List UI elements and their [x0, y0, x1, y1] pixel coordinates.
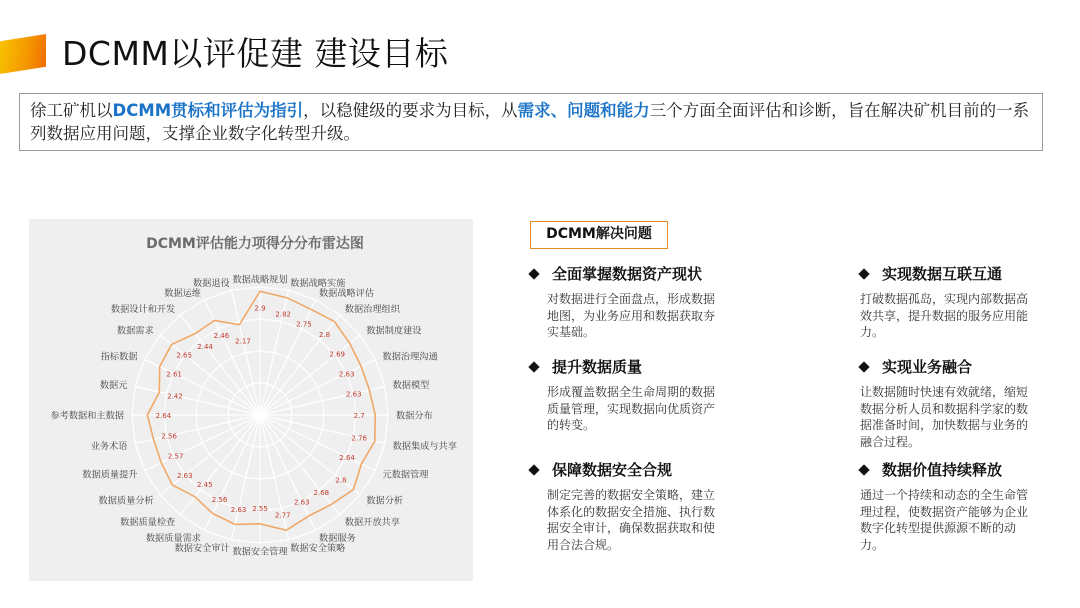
radar-value-label: 2.17: [235, 337, 251, 346]
radar-value-label: 2.46: [213, 331, 230, 340]
radar-category-label: 数据设计和开发: [110, 304, 176, 316]
diamond-bullet-icon: [858, 361, 869, 372]
radar-category-label: 数据安全策略: [290, 543, 346, 555]
radar-value-label: 2.68: [313, 488, 330, 497]
item-desc: 通过一个持续和动态的全生命管理过程，使数据资产能够为企业数字化转型提供源源不断的动力。: [860, 488, 1029, 552]
radar-category-label: 数据元: [99, 380, 128, 392]
radar-value-label: 2.65: [176, 351, 192, 360]
radar-value-label: 2.45: [197, 481, 213, 490]
radar-category-label: 数据需求: [116, 325, 154, 337]
radar-category-label: 数据质量分析: [98, 495, 154, 507]
radar-value-label: 2.55: [252, 504, 268, 513]
radar-value-label: 2.56: [161, 432, 177, 441]
radar-value-label: 2.77: [274, 511, 291, 520]
item-data-security: [528, 460, 715, 553]
radar-category-label: 数据安全审计: [174, 543, 230, 555]
radar-value-label: 2.69: [329, 350, 346, 359]
radar-category-label: 数据战略评估: [319, 287, 375, 299]
radar-spoke: [145, 359, 260, 415]
radar-value-label: 2.63: [176, 471, 193, 480]
intro-highlight-1: DCMM贯标和评估为指引: [112, 101, 304, 120]
item-data-quality: [528, 357, 715, 434]
radar-category-label: 数据治理组织: [344, 304, 400, 316]
radar-category-label: 数据制度建设: [366, 325, 422, 337]
radar-chart-panel: [29, 219, 473, 581]
radar-value-label: 2.63: [230, 505, 247, 514]
radar-value-label: 2.8: [335, 476, 347, 485]
radar-value-label: 2.64: [155, 412, 172, 420]
item-title: 实现数据互联互通: [882, 265, 1003, 283]
page-title: DCMM以评促建 建设目标: [62, 34, 449, 73]
item-business-fusion: [858, 357, 1028, 450]
radar-spoke: [145, 415, 260, 471]
radar-category-label: 数据治理沟通: [382, 351, 438, 363]
radar-category-label: 数据质量提升: [82, 469, 138, 481]
radar-value-label: 2.7: [353, 412, 365, 420]
radar-value-label: 2.9: [254, 304, 266, 313]
item-asset-status: [528, 264, 715, 341]
item-desc: 形成覆盖数据全生命周期的数据质量管理，实现数据向优质资产的转变。: [547, 385, 716, 432]
radar-value-label: 2.63: [293, 498, 310, 507]
intro-text-2: ，以稳健级的要求为目标，从: [303, 101, 518, 120]
radar-category-label: 数据质量需求: [145, 533, 201, 545]
radar-category-label: 数据质量检查: [120, 516, 176, 528]
radar-value-label: 2.76: [351, 434, 368, 443]
radar-value-label: 2.75: [296, 320, 312, 329]
radar-category-label: 数据战略实施: [290, 277, 346, 289]
radar-category-label: 数据分析: [366, 495, 404, 507]
radar-chart: [29, 219, 473, 581]
diamond-bullet-icon: [858, 268, 869, 279]
radar-spoke: [260, 415, 375, 471]
item-desc: 对数据进行全面盘点，形成数据地图，为业务应用和数据获取夯实基础。: [547, 292, 716, 339]
radar-category-label: 数据开放共享: [344, 516, 400, 528]
item-title: 全面掌握数据资产现状: [552, 265, 703, 283]
radar-category-label: 数据集成与共享: [392, 440, 457, 452]
radar-category-label: 指标数据: [100, 351, 138, 363]
radar-value-label: 2.64: [339, 453, 355, 462]
title-accent-bar: [0, 34, 46, 74]
radar-value-label: 2.42: [167, 392, 183, 401]
radar-category-label: 参考数据和主数据: [50, 410, 124, 422]
intro-highlight-2: 需求、问题和能力: [517, 101, 650, 120]
radar-category-label: 数据模型: [392, 380, 430, 392]
intro-box: [19, 93, 1043, 151]
problems-tag: DCMM解决问题: [530, 221, 668, 249]
radar-category-label: 数据服务: [319, 533, 356, 545]
radar-value-label: 2.56: [211, 495, 228, 504]
item-desc: 让数据随时快速有效就绪，缩短数据分析人员和数据科学家的数据准备时间，加快数据与业务的融合过程。: [860, 385, 1029, 449]
radar-category-label: 元数据管理: [382, 469, 429, 481]
item-data-interconnect: [858, 264, 1028, 341]
chart-title: DCMM评估能力项得分分布雷达图: [146, 236, 364, 252]
radar-category-label: 数据分布: [396, 410, 433, 422]
radar-value-label: 2.82: [275, 310, 292, 319]
radar-value-label: 2.63: [338, 370, 355, 379]
radar-spoke: [260, 359, 375, 415]
radar-value-label: 2.63: [346, 390, 362, 399]
radar-value-label: 2.8: [318, 331, 331, 340]
radar-category-label: 数据安全管理: [232, 546, 288, 558]
radar-value-label: 2.44: [197, 343, 213, 352]
item-value-release: [858, 460, 1028, 553]
intro-text-3: 三个方面全面评估和诊断，旨在解决矿机目前的一系列数据应用问题，支撑企业数字化转型升级。: [30, 101, 1030, 143]
item-desc: 制定完善的数据安全策略，建立体系化的数据安全措施、执行数据安全审计，确保数据获取和使用合法合规。: [547, 488, 716, 552]
radar-value-label: 2.57: [167, 452, 184, 461]
diamond-bullet-icon: [528, 361, 539, 372]
radar-category-label: 业务术语: [90, 440, 128, 452]
radar-category-label: 数据战略规划: [232, 274, 288, 286]
item-title: 提升数据质量: [552, 358, 643, 376]
diamond-bullet-icon: [528, 464, 539, 475]
item-title: 保障数据安全合规: [552, 461, 673, 479]
radar-value-label: 2.61: [166, 370, 182, 379]
item-title: 数据价值持续释放: [882, 461, 1003, 479]
radar-category-label: 数据运维: [164, 287, 201, 299]
diamond-bullet-icon: [528, 268, 539, 279]
item-desc: 打破数据孤岛，实现内部数据高效共享，提升数据的服务应用能力。: [860, 292, 1029, 339]
diamond-bullet-icon: [858, 464, 869, 475]
radar-category-label: 数据退役: [192, 277, 230, 289]
intro-text-1: 徐工矿机以: [30, 101, 113, 120]
radar-spoke: [204, 300, 260, 415]
item-title: 实现业务融合: [882, 358, 973, 376]
